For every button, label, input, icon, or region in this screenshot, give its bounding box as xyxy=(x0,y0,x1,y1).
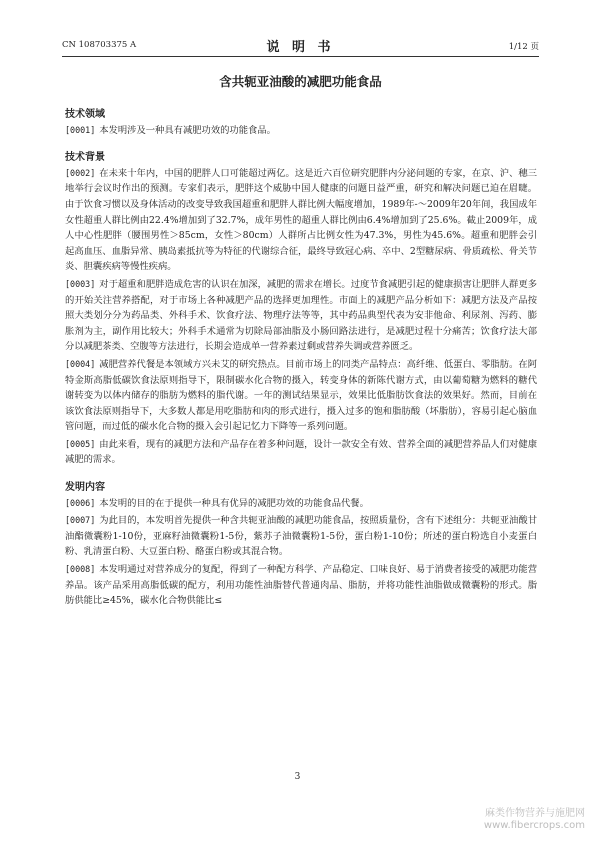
paragraph-number: [0004] xyxy=(65,358,96,369)
section-heading: 发明内容 xyxy=(65,482,105,494)
paragraph-number: [0005] xyxy=(65,438,96,449)
document-title: 含共轭亚油酸的减肥功能食品 xyxy=(219,74,382,89)
paragraph xyxy=(65,357,537,435)
watermark xyxy=(484,808,585,832)
paragraph-number: [0003] xyxy=(65,278,96,289)
page-number: 3 xyxy=(294,772,301,782)
watermark-url: www.fibercrops.com xyxy=(483,820,585,831)
document-body xyxy=(65,107,537,611)
patent-number: CN 108703375 A xyxy=(62,40,137,50)
header-divider xyxy=(62,56,539,57)
document-type: 说 明 书 xyxy=(266,40,335,55)
watermark-site-name: 麻类作物营养与施肥网 xyxy=(485,808,585,819)
paragraph-number: [0001] xyxy=(65,124,96,135)
section-heading: 技术背景 xyxy=(65,152,105,164)
paragraph xyxy=(65,123,537,139)
section-heading: 技术领域 xyxy=(65,109,105,120)
paragraph-text: 对于超重和肥胖造成危害的认识在加深，减肥的需求在增长。过度节食减肥引起的健康损害让肥胖人群更多的开始关注营养搭配，对于市场上各种减肥产品的选择更加理性。市面上的减肥产品分析如下：减肥方法及产品按照大类划分分为药品类、外科手术、饮食疗法、物理疗法等等，其中药品典型代表为安非他命、利尿剂、泻药、膨胀剂为主，副作用比较大；外科手术通常为切除局部油脂及小肠回路法进行，是减肥过程十分痛苦；饮食疗法大部分以减肥茶类、空腹等方法进行，长期会造成单一营养素过剩或营养失调或营养匮乏。 xyxy=(65,278,537,353)
paragraph-text: 本发明涉及一种具有减肥功效的功能食品。 xyxy=(99,124,276,136)
paragraph xyxy=(65,437,537,468)
paragraph-text: 减肥营养代餐是本领域方兴未艾的研究热点。目前市场上的同类产品特点：高纤维、低蛋白、零脂肪。在阿特金斯高脂低碳饮食法原则指导下，限制碳水化合物的摄入，转变身体的新陈代谢方式，由以葡萄糖为燃料的糖代谢转变为以体内储存的脂肪为燃料的脂代谢。一年的测试结果显示，效果比低脂肪饮食法的效果好。然而，目前在该饮食法原则指导下，大多数人都是用吃脂肪和肉的形式进行，摄入过多的饱和脂肪酸（坏脂肪），容易引起心脑血管问题，而过低的碳水化合物的摄入会引起记忆力下降等一系列问题。 xyxy=(65,358,537,433)
paragraph xyxy=(65,496,537,512)
paragraph-text: 在未来十年内，中国的肥胖人口可能超过两亿。这是近六百位研究肥胖内分泌问题的专家，在京、沪、穗三地举行会议时作出的预测。专家们表示，肥胖这个威胁中国人健康的问题日益严重，研究和解决问题已迫在眉睫。由于饮食习惯以及身体活动的改变导致我国超重和肥胖人群比例大幅度增加，1989年-～2009年20年间，我国成年女性超重人群比例由22.4%增加到了32.7%，成年男性的超重人群比例由6.4%增加到了25.6%。截止2009年，成人中心性肥胖（腰围男性＞85cm，女性＞80cm）人群所占比例女性为47.3%，男性为45.6%。超重和肥胖会引起高血压、血脂异常、胰岛素抵抗等为特征的代谢综合征，最终导致冠心病、卒中、2型糖尿病、骨质疏松、骨关节炎、胆囊疾病等慢性疾病。 xyxy=(65,167,537,273)
paragraph-text: 由此来看，现有的减肥方法和产品存在着多种问题，设计一款安全有效、营养全面的减肥营养品人们对健康减肥的需求。 xyxy=(65,438,537,466)
paragraph-number: [0008] xyxy=(65,564,96,575)
paragraph xyxy=(65,562,537,609)
paragraph xyxy=(65,166,537,275)
paragraph-number: [0006] xyxy=(65,497,96,508)
paragraph xyxy=(65,513,537,560)
page-count: 1/12 页 xyxy=(508,42,539,52)
paragraph-number: [0007] xyxy=(65,515,96,526)
paragraph xyxy=(65,277,537,355)
page-header xyxy=(62,36,539,55)
paragraph-text: 本发明通过对营养成分的复配，得到了一种配方科学、产品稳定、口味良好、易于消费者接受的减肥功能营养品。该产品采用高脂低碳的配方，利用功能性油脂替代普通肉品、脂肪，并将功能性油脂做成微囊粉的形式。脂肪供能比≥45%，碳水化合物供能比≤ xyxy=(65,564,537,607)
paragraph-text: 本发明的目的在于提供一种具有优异的减肥功效的功能食品代餐。 xyxy=(99,497,369,509)
paragraph-number: [0002] xyxy=(65,167,96,178)
paragraph-text: 为此目的，本发明首先提供一种含共轭亚油酸的减肥功能食品，按照质量份，含有下述组分：共轭亚油酸甘油酯微囊粉1-10份，亚麻籽油微囊粉1-5份，紫苏子油微囊粉1-5份，蛋白粉1-10份；所述的蛋白粉选自小麦蛋白粉、乳清蛋白粉、大豆蛋白粉、酪蛋白粉或其混合物。 xyxy=(65,515,537,558)
